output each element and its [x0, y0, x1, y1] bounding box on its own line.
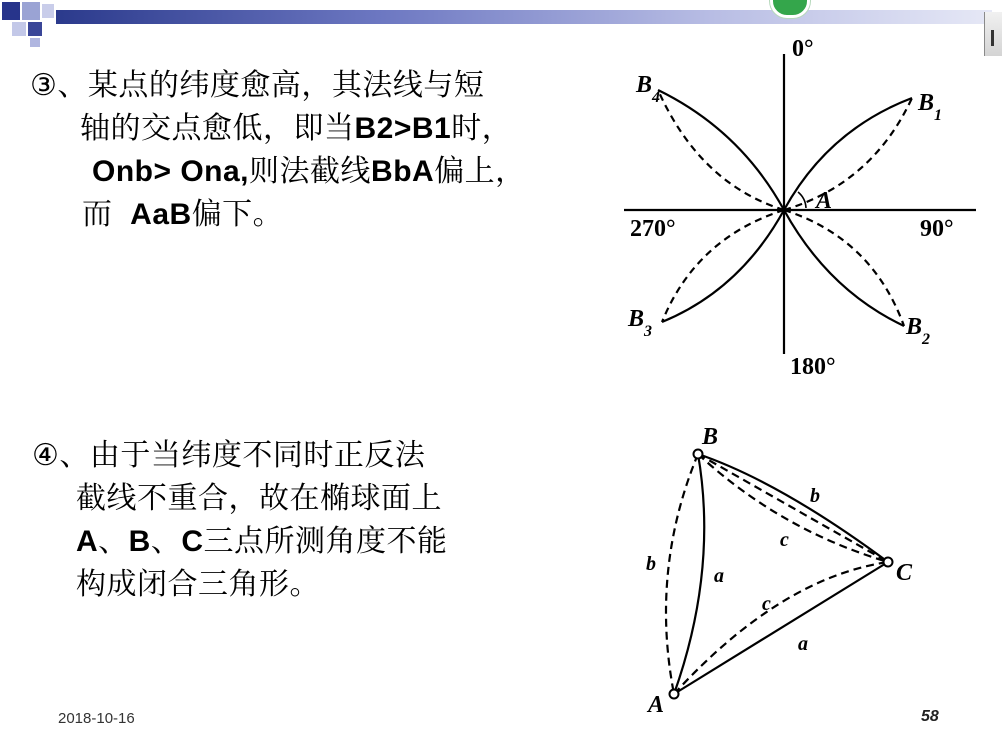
curve-b4-dashed: [658, 90, 784, 210]
paragraph-3: [30, 64, 526, 236]
curve-b3-dashed: [662, 210, 784, 322]
label-b1: B: [918, 90, 935, 116]
page-number: 58: [921, 708, 939, 725]
curve-b3-solid: [662, 210, 784, 322]
label-0-deg: 0°: [792, 36, 814, 62]
label-b3-subscript: 3: [644, 323, 652, 340]
paragraph-4: [32, 434, 448, 606]
label-180-deg: 180°: [790, 354, 836, 380]
curve-b1-solid: [784, 98, 912, 210]
para3-line1: ③、某点的纬度愈高，其法线与短: [30, 69, 485, 102]
label-b2: B: [906, 314, 923, 340]
label-vertex-a: A: [648, 692, 665, 718]
label-b3: B: [628, 306, 645, 332]
header-square: [2, 2, 20, 20]
label-b4: B: [636, 72, 653, 98]
label-b2-subscript: 2: [922, 331, 930, 348]
vertex-b-marker: [694, 450, 703, 459]
header-square: [22, 2, 40, 20]
label-270-deg: 270°: [630, 216, 676, 242]
para3-line3: Onb> Ona,则法截线BbA偏上，: [92, 155, 526, 188]
header-square: [42, 4, 54, 18]
header-gradient-bar: [56, 10, 992, 24]
label-b4-subscript: 4: [652, 89, 660, 106]
para4-line3: A、B、C三点所测角度不能: [76, 525, 448, 558]
para4-line4: 构成闭合三角形。: [76, 568, 320, 601]
label-c-bottom: c: [762, 593, 771, 615]
header-square: [30, 38, 40, 47]
vertex-c-marker: [884, 558, 893, 567]
figure-triangle-sections: [630, 420, 930, 720]
label-point-a: A: [816, 188, 833, 214]
curve-b4-solid: [658, 90, 784, 210]
edge-bc-dashed: [698, 454, 888, 562]
edge-ba-dashed: [666, 454, 698, 694]
vertex-a-marker: [670, 690, 679, 699]
para3-line4: 而 AaB偏下。: [82, 198, 284, 231]
label-a-bottom: a: [798, 633, 808, 655]
curve-b2-dashed: [784, 210, 904, 326]
label-vertex-b: B: [702, 424, 719, 450]
header-square: [12, 22, 26, 36]
curve-b2-solid: [784, 210, 904, 326]
label-b-left: b: [646, 553, 656, 575]
para4-line1: ④、由于当纬度不同时正反法: [32, 439, 426, 472]
figure-normal-sections: [600, 34, 1000, 388]
para3-line2: 轴的交点愈低，即当B2>B1时，: [80, 112, 513, 145]
label-b-top: b: [810, 485, 820, 507]
para4-line2: 截线不重合，故在椭球面上: [76, 482, 442, 515]
label-a-left: a: [714, 565, 724, 587]
edge-ba-solid: [674, 454, 704, 694]
edge-ac-solid: [674, 562, 888, 694]
label-c-top: c: [780, 529, 789, 551]
label-b1-subscript: 1: [934, 107, 942, 124]
label-90-deg: 90°: [920, 216, 954, 242]
slide-date: 2018-10-16: [58, 710, 135, 727]
header-square: [28, 22, 42, 36]
curve-b1-dashed: [784, 98, 912, 210]
label-vertex-c: C: [896, 560, 913, 586]
